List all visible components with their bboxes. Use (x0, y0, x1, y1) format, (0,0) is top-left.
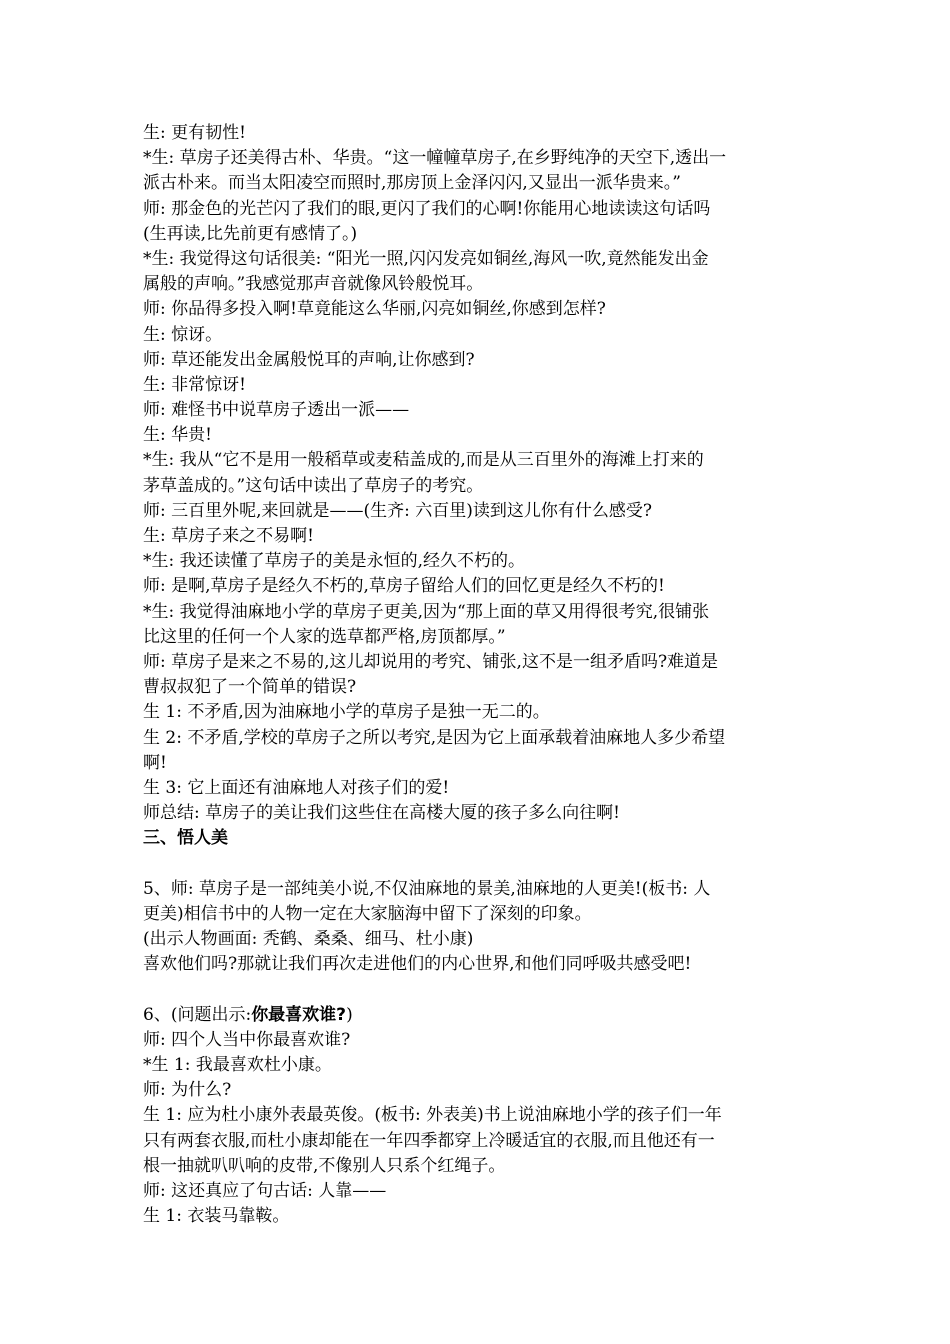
text-line: 喜欢他们吗?那就让我们再次走进他们的内心世界,和他们同呼吸共感受吧! (143, 954, 692, 975)
section-6 (143, 1003, 815, 1230)
text-line: 派古朴来。而当太阳凌空而照时,那房顶上金泽闪闪,又显出一派华贵来。” (143, 173, 681, 194)
text-line: 生: 草房子来之不易啊! (143, 526, 314, 546)
text-line: 生: 惊讶。 (143, 324, 223, 345)
text-line: 师: 这还真应了句古话: 人靠—— (143, 1180, 387, 1201)
text-line: 师: 草还能发出金属般悦耳的声响,让你感到? (143, 349, 475, 370)
blank-line (143, 977, 815, 1002)
question-suffix: ) (346, 1004, 353, 1025)
text-line: 属般的声响。”我感觉那声音就像风铃般悦耳。 (143, 274, 484, 295)
text-line: *生 1: 我最喜欢杜小康。 (143, 1054, 332, 1075)
text-line: 啊! (143, 752, 167, 773)
text-line: (出示人物画面: 秃鹤、桑桑、细马、杜小康) (143, 929, 474, 949)
text-line: 师: 四个人当中你最喜欢谁? (143, 1029, 351, 1050)
blank-line (143, 851, 815, 876)
text-line: 师总结: 草房子的美让我们这些住在高楼大厦的孩子多么向往啊! (143, 803, 620, 824)
document-page (143, 121, 815, 1229)
text-line: 更美)相信书中的人物一定在大家脑海中留下了深刻的印象。 (143, 903, 592, 924)
text-line: 生: 非常惊讶! (143, 374, 246, 395)
question-prefix: 6、(问题出示: (143, 1004, 252, 1025)
text-line: *生: 我从“它不是用一般稻草或麦秸盖成的,而是从三百里外的海滩上打来的 (143, 450, 704, 471)
text-line: 生 1: 衣装马靠鞍。 (143, 1206, 290, 1227)
question-bold: 你最喜欢谁? (251, 1004, 347, 1025)
text-line: 师: 那金色的光芒闪了我们的眼,更闪了我们的心啊!你能用心地读读这句话吗 (143, 198, 711, 219)
text-line: *生: 我还读懂了草房子的美是永恒的,经久不朽的。 (143, 551, 526, 572)
text-line: 师: 草房子是来之不易的,这儿却说用的考究、铺张,这不是一组矛盾吗?难道是 (143, 651, 719, 672)
text-line: 师: 为什么? (143, 1080, 232, 1101)
text-line: 曹叔叔犯了一个简单的错误? (143, 677, 357, 698)
text-line: 生 3: 它上面还有油麻地人对孩子们的爱! (143, 777, 450, 798)
text-line: *生: 我觉得油麻地小学的草房子更美,因为“那上面的草又用得很考究,很铺张 (143, 601, 710, 622)
text-line: 茅草盖成的。”这句话中读出了草房子的考究。 (143, 475, 484, 496)
text-line: *生: 草房子还美得古朴、华贵。“这一幢幢草房子,在乡野纯净的天空下,透出一 (143, 148, 727, 169)
text-line: 只有两套衣服,而杜小康却能在一年四季都穿上冷暖适宜的衣服,而且他还有一 (143, 1130, 715, 1151)
dialogue-block-1 (143, 121, 815, 826)
text-line: 师: 是啊,草房子是经久不朽的,草房子留给人们的回忆更是经久不朽的! (143, 576, 665, 597)
question-line (143, 1003, 815, 1028)
text-line: 生 1: 不矛盾,因为油麻地小学的草房子是独一无二的。 (143, 702, 550, 723)
text-line: *生: 我觉得这句话很美: “阳光一照,闪闪发亮如铜丝,海风一吹,竟然能发出金 (143, 248, 709, 269)
text-line: 5、师: 草房子是一部纯美小说,不仅油麻地的景美,油麻地的人更美!(板书: 人 (143, 878, 711, 899)
text-line: 生 2: 不矛盾,学校的草房子之所以考究,是因为它上面承载着油麻地人多少希望 (143, 727, 726, 748)
text-line: 师: 三百里外呢,来回就是——(生齐: 六百里)读到这儿你有什么感受? (143, 500, 653, 521)
text-line: (生再读,比先前更有感情了。) (143, 223, 358, 244)
text-line: 生 1: 应为杜小康外表最英俊。(板书: 外表美)书上说油麻地小学的孩子们一年 (143, 1105, 722, 1126)
section-5 (143, 877, 815, 978)
text-line: 师: 你品得多投入啊!草竟能这么华丽,闪亮如铜丝,你感到怎样? (143, 299, 606, 320)
section-heading: 三、悟人美 (143, 828, 228, 849)
text-line: 生: 华贵! (143, 425, 212, 446)
text-line: 根一抽就叭叭响的皮带,不像别人只系个红绳子。 (143, 1155, 506, 1176)
text-line: 生: 更有韧性! (143, 123, 246, 143)
text-line: 师: 难怪书中说草房子透出一派—— (143, 400, 410, 421)
text-line: 比这里的任何一个人家的选草都严格,房顶都厚。” (143, 626, 506, 647)
